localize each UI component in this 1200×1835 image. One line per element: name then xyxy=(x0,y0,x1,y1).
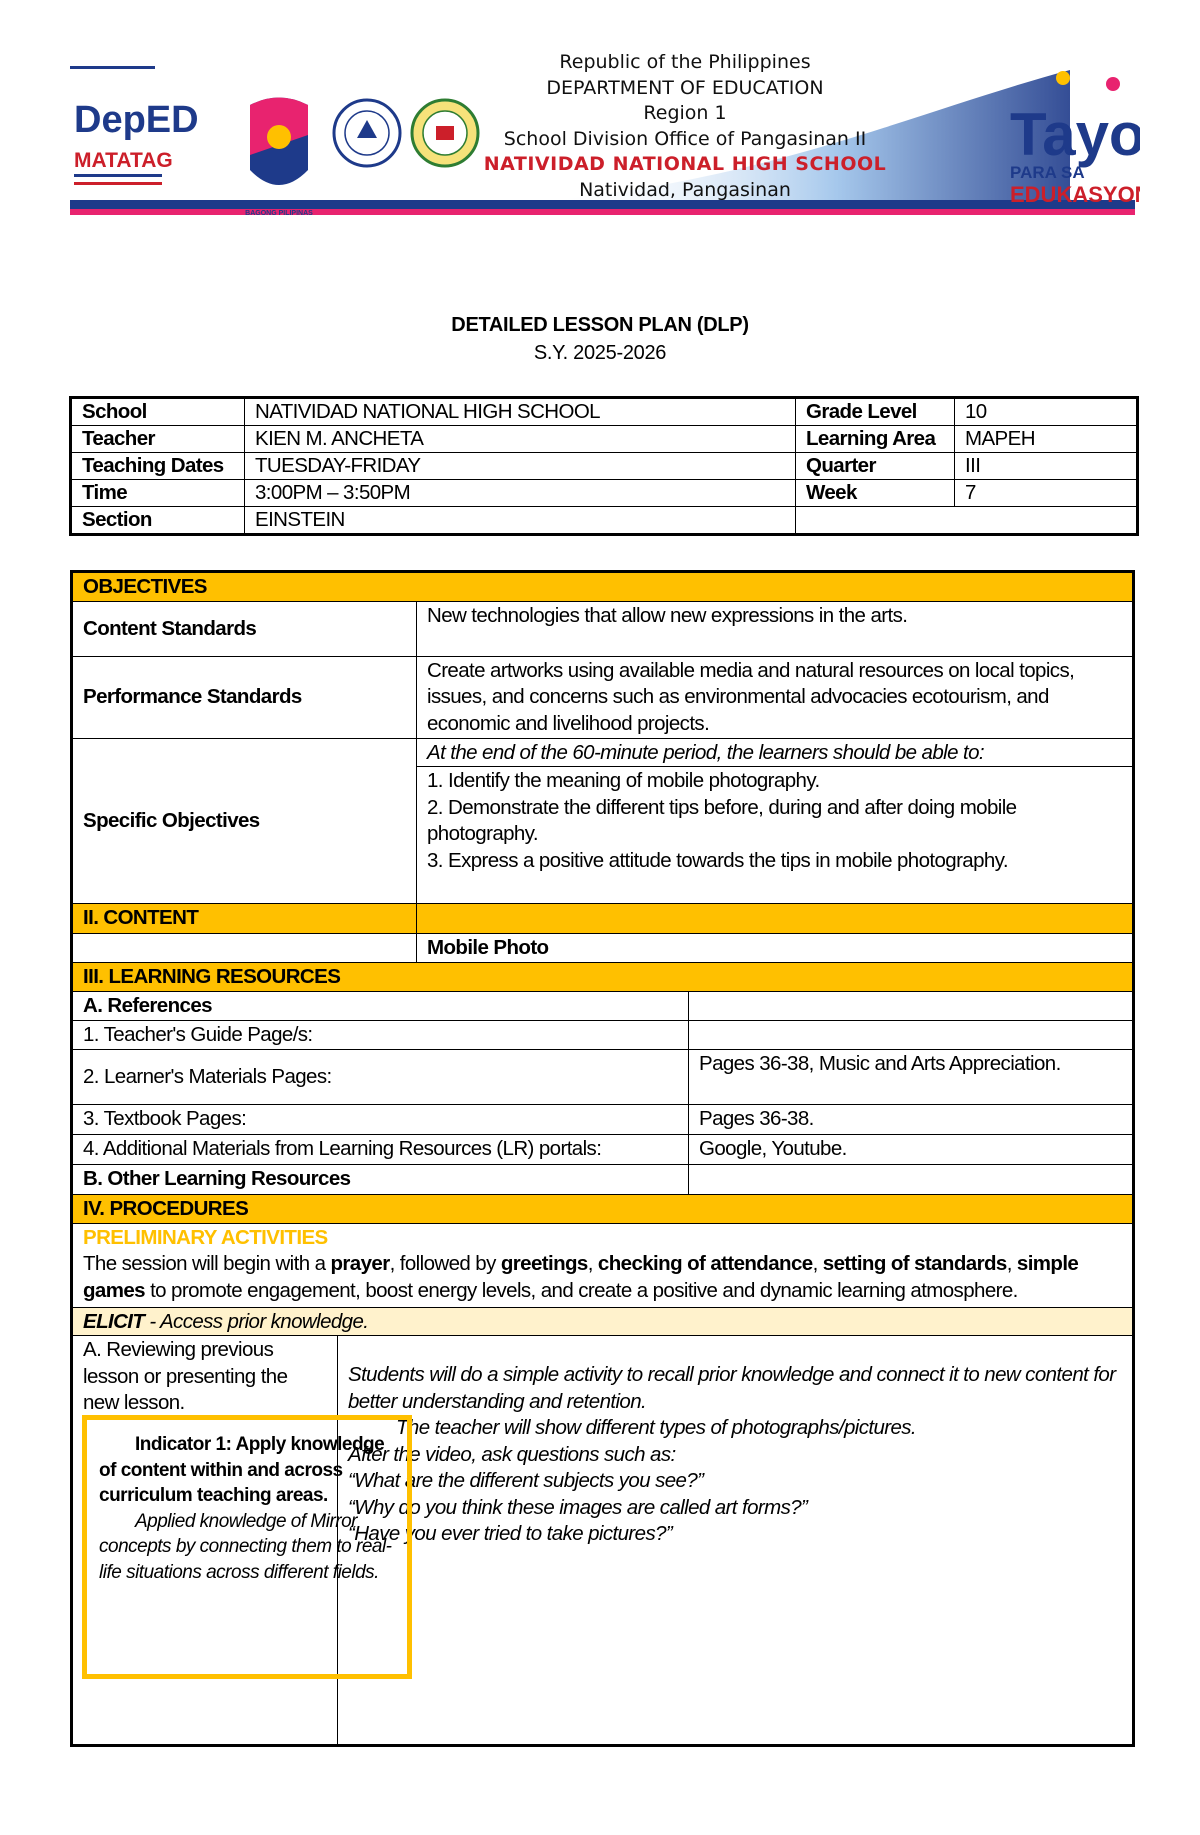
procedure-paragraph: Students will do a simple activity to recall prior knowledge and connect it to new content for better understanding and retention. xyxy=(348,1363,1116,1413)
specific-objectives-label: Specific Objectives xyxy=(72,738,417,904)
procedure-question: “Why do you think these images are called art forms?” xyxy=(348,1495,808,1519)
deped-matatag-logo xyxy=(72,72,222,222)
table-row xyxy=(72,1105,1134,1135)
procedure-question: “Have you ever tried to take pictures?” xyxy=(348,1522,673,1545)
preliminary-activities-heading: PRELIMINARY ACTIVITIES xyxy=(83,1225,328,1249)
school-year: S.Y. 2025-2026 xyxy=(533,342,667,364)
bagong-pilipinas-logo xyxy=(242,75,317,225)
preliminary-activities xyxy=(72,1223,1134,1307)
prelim-bold: checking of attendance xyxy=(597,1252,813,1275)
table-row xyxy=(72,1307,1134,1336)
teaching-dates-value: TUESDAY-FRIDAY xyxy=(245,453,796,480)
elicit-row xyxy=(72,1307,1134,1336)
letterhead xyxy=(70,50,1140,217)
time-value: 3:00PM – 3:50PM xyxy=(245,480,796,507)
week-label: Week xyxy=(796,480,955,507)
table-row xyxy=(72,656,1134,738)
content-heading-blank xyxy=(417,904,1134,934)
table-row xyxy=(72,1165,1134,1195)
table-row xyxy=(71,453,1138,480)
section-label: Section xyxy=(71,507,245,535)
procedure-paragraph: The teacher will show different types of photographs/pictures. xyxy=(396,1416,917,1439)
procedures-heading-row xyxy=(72,1195,1134,1224)
empty-cell xyxy=(689,1165,1134,1195)
empty-cell xyxy=(689,992,1134,1021)
document-title: DETAILED LESSON PLAN (DLP) xyxy=(451,314,749,336)
header-line-department: DEPARTMENT OF EDUCATION xyxy=(546,76,824,99)
prelim-bold: greetings xyxy=(500,1252,588,1275)
header-line-region: Region 1 xyxy=(643,102,727,124)
content-standards-label: Content Standards xyxy=(72,601,417,656)
week-value: 7 xyxy=(955,480,1138,507)
table-row xyxy=(72,738,1134,767)
content-topic: Mobile Photo xyxy=(417,934,1134,963)
prelim-text: , xyxy=(812,1252,823,1275)
objective-item: 1. Identify the meaning of mobile photography. xyxy=(427,769,820,792)
table-row xyxy=(72,1021,1134,1050)
references-label: A. References xyxy=(72,992,689,1021)
learning-resources-heading: III. LEARNING RESOURCES xyxy=(72,963,1134,992)
empty-cell xyxy=(72,934,417,963)
table-row xyxy=(71,507,1138,535)
header-line-division: School Division Office of Pangasinan II xyxy=(503,127,867,150)
prelim-text: , xyxy=(1006,1252,1017,1275)
learners-materials-value: Pages 36-38, Music and Arts Appreciation. xyxy=(689,1050,1134,1105)
school-value: NATIVIDAD NATIONAL HIGH SCHOOL xyxy=(245,398,796,426)
step-a-procedure xyxy=(338,1336,1134,1746)
empty-cell xyxy=(796,507,1138,535)
prelim-text: , followed by xyxy=(389,1252,501,1275)
objectives-heading: OBJECTIVES xyxy=(72,572,1134,602)
prelim-bold: prayer xyxy=(330,1252,390,1275)
header-line-republic: Republic of the Philippines xyxy=(559,51,811,73)
grade-level-label: Grade Level xyxy=(796,398,955,426)
preliminary-activities-text xyxy=(83,1251,1122,1304)
prelim-text: The session will begin with a xyxy=(83,1252,331,1275)
other-resources-label: B. Other Learning Resources xyxy=(72,1165,689,1195)
content-heading: II. CONTENT xyxy=(72,904,417,934)
lesson-info-table xyxy=(69,396,1139,536)
performance-standards-value: Create artworks using available media and natural resources on local topics, issues, and concerns such as environmental advocacies ecotourism, and economic and livelihood projects. xyxy=(417,656,1134,738)
tayo-para-sa-edukasyon-logo xyxy=(1005,60,1140,215)
table-row xyxy=(72,1050,1134,1105)
specific-objectives-intro: At the end of the 60-minute period, the learners should be able to: xyxy=(417,738,1134,767)
performance-standards-label: Performance Standards xyxy=(72,656,417,738)
indicator-body: Applied knowledge of Mirror concepts by connecting them to real-life situations across different fields. xyxy=(99,1510,392,1583)
table-row xyxy=(72,601,1134,656)
time-label: Time xyxy=(71,480,245,507)
school-label: School xyxy=(71,398,245,426)
grade-level-value: 10 xyxy=(955,398,1138,426)
learners-materials-label: 2. Learner's Materials Pages: xyxy=(72,1050,689,1105)
edukasyon-text: EDUKASYON xyxy=(1010,182,1140,207)
content-heading-row xyxy=(72,904,1134,934)
teaching-dates-label: Teaching Dates xyxy=(71,453,245,480)
procedure-paragraph: After the video, ask questions such as: xyxy=(348,1442,676,1466)
content-standards-value: New technologies that allow new expressions in the arts. xyxy=(417,601,1134,656)
indicator-title: Indicator 1: Apply knowledge of content within and across curriculum teaching areas. xyxy=(99,1434,385,1506)
table-row xyxy=(72,934,1134,963)
para-sa-text: PARA SA xyxy=(1010,163,1085,182)
textbook-pages-value: Pages 36-38. xyxy=(689,1105,1134,1135)
table-row xyxy=(72,992,1134,1021)
elicit-text: - Access prior knowledge. xyxy=(144,1309,369,1333)
letterhead-text xyxy=(370,50,1000,203)
objectives-heading-row xyxy=(72,572,1134,602)
matatag-logo-text: MATATAG xyxy=(74,149,173,172)
resources-heading-row xyxy=(72,963,1134,992)
additional-materials-label: 4. Additional Materials from Learning Resources (LR) portals: xyxy=(72,1135,689,1165)
prelim-text: to promote engagement, boost energy levels, and create a positive and dynamic learning atmosphere. xyxy=(144,1278,1018,1302)
learning-area-label: Learning Area xyxy=(796,426,955,453)
procedures-heading: IV. PROCEDURES xyxy=(72,1195,1134,1224)
specific-objectives-list xyxy=(417,767,1134,904)
teacher-value: KIEN M. ANCHETA xyxy=(245,426,796,453)
objective-item: 2. Demonstrate the different tips before, during and after doing mobile photography. xyxy=(427,795,1017,845)
teachers-guide-value xyxy=(689,1021,1134,1050)
deped-logo-text: DepED xyxy=(74,99,199,141)
table-row xyxy=(71,480,1138,507)
prelim-bold: simple games xyxy=(83,1252,1079,1302)
header-location: Natividad, Pangasinan xyxy=(579,178,791,201)
bagong-pilipinas-text: BAGONG PILIPINAS xyxy=(245,210,313,217)
teachers-guide-label: 1. Teacher's Guide Page/s: xyxy=(72,1021,689,1050)
table-row xyxy=(71,426,1138,453)
teacher-label: Teacher xyxy=(71,426,245,453)
objective-item: 3. Express a positive attitude towards the tips in mobile photography. xyxy=(427,848,1008,872)
step-a-label-text: A. Reviewing previous lesson or presenting the new lesson. xyxy=(83,1338,288,1414)
additional-materials-value: Google, Youtube. xyxy=(689,1135,1134,1165)
learning-area-value: MAPEH xyxy=(955,426,1138,453)
textbook-pages-label: 3. Textbook Pages: xyxy=(72,1105,689,1135)
table-row xyxy=(71,398,1138,426)
quarter-label: Quarter xyxy=(796,453,955,480)
header-school-name: NATIVIDAD NATIONAL HIGH SCHOOL xyxy=(483,153,887,175)
tayo-logo-text: Tayo xyxy=(1010,101,1140,168)
quarter-value: III xyxy=(955,453,1138,480)
prelim-text: , xyxy=(587,1252,598,1275)
indicator-callout xyxy=(82,1415,412,1679)
prelim-bold: setting of standards xyxy=(822,1252,1007,1275)
section-value: EINSTEIN xyxy=(245,507,796,535)
procedure-question: “What are the different subjects you see?” xyxy=(348,1469,704,1492)
table-row xyxy=(72,1223,1134,1307)
elicit-label: ELICIT xyxy=(83,1309,145,1333)
table-row xyxy=(72,1135,1134,1165)
